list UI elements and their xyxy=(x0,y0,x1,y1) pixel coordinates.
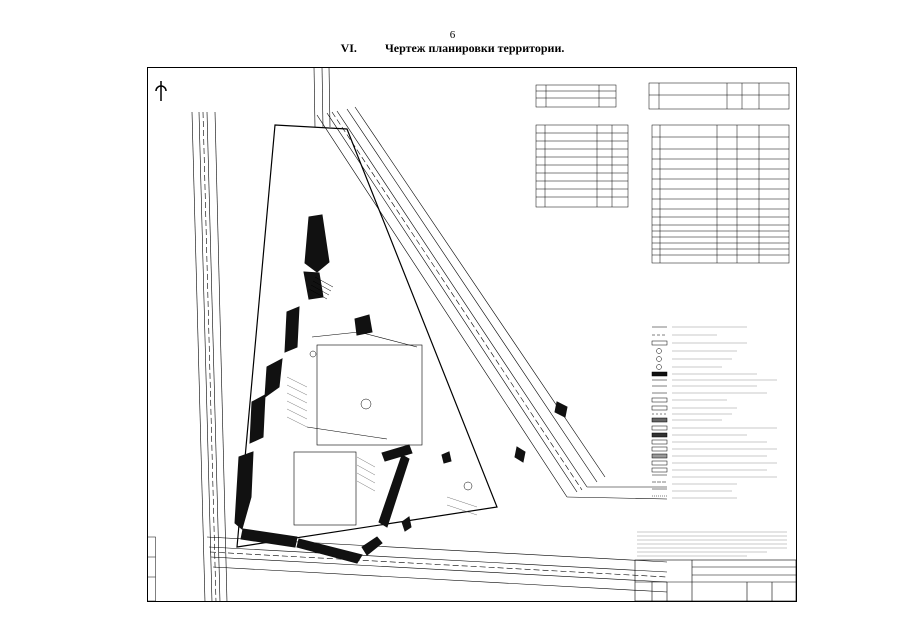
section-number: VI. xyxy=(340,41,357,55)
planning-drawing-sheet xyxy=(147,67,797,602)
territory-boundary xyxy=(237,125,497,547)
notes-block xyxy=(637,532,787,556)
road-network xyxy=(192,67,667,602)
section-heading xyxy=(0,41,905,56)
tables-top-center xyxy=(536,85,628,207)
buildings xyxy=(235,215,567,563)
north-arrow-icon xyxy=(156,81,166,101)
title-block xyxy=(635,560,796,601)
land-parcels xyxy=(294,332,422,525)
side-stamp-strip xyxy=(148,537,156,601)
section-title: Чертеж планировки территории. xyxy=(384,41,565,55)
page-number: 6 xyxy=(449,29,456,41)
legend xyxy=(652,327,777,498)
hatched-zones xyxy=(287,377,477,515)
tables-top-right xyxy=(649,83,789,263)
zone-markers xyxy=(310,351,472,490)
